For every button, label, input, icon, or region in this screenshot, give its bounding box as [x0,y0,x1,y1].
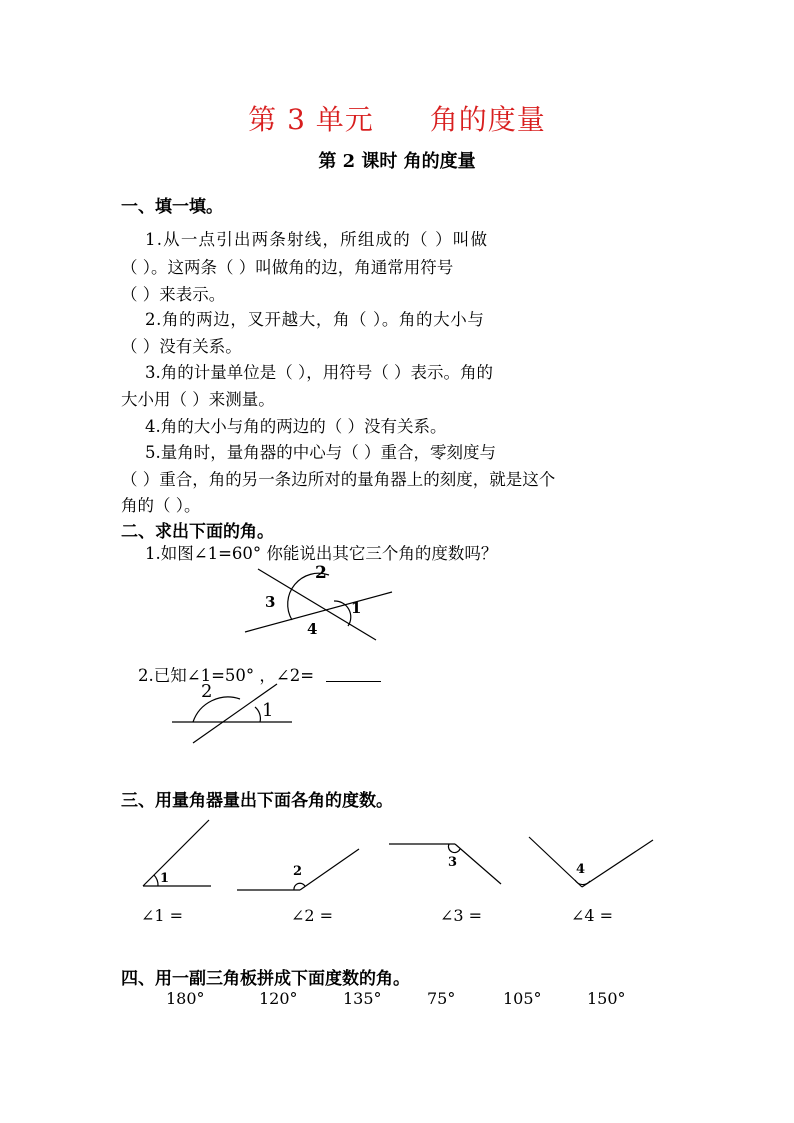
q1-arc-1 [334,601,351,626]
angle-1-answer: ∠1 = [141,906,184,925]
q2-line-diagram [172,684,292,743]
angle-2-label: 2 [293,864,303,879]
degree-135: 135° [343,989,382,1008]
angle-4-answer: ∠4 = [571,906,614,925]
q2-label-1: 1 [262,700,274,721]
section2-heading: 二、求出下面的角。 [121,522,274,542]
s1-line-4: 2.角的两边，叉开越大，角（ ）。角的大小与 [145,310,485,329]
s1-line-7: 大小用（ ）来测量。 [121,390,275,409]
degree-150: 150° [587,989,626,1008]
degree-120: 120° [259,989,298,1008]
s1-line-10: （ ）重合，角的另一条边所对的量角器上的刻度，就是这个 [121,470,556,489]
q1-label-4: 4 [307,620,318,638]
angle-1-label: 1 [160,871,170,886]
section1-heading: 一、填一填。 [121,197,223,217]
degree-180: 180° [166,989,205,1008]
angle-2-answer: ∠2 = [291,906,334,925]
title-name: 角的度量 [429,103,546,136]
angle-3-answer: ∠3 = [440,906,483,925]
angle-4-diagram [529,837,653,887]
s2-q1-text: 1.如图∠1=60° 你能说出其它三个角的度数吗？ [145,544,498,563]
s1-line-6: 3.角的计量单位是（ ），用符号（ ）表示。角的 [145,363,493,382]
angle-3-label: 3 [448,855,458,870]
q1-label-1: 1 [351,599,362,617]
q1-label-3: 3 [265,593,276,611]
s1-line-11: 角的（ ）。 [121,496,201,515]
q2-answer-blank[interactable] [326,681,381,682]
s1-line-8: 4.角的大小与角的两边的（ ）没有关系。 [145,417,447,436]
angle-3-diagram [389,844,501,884]
degree-75: 75° [427,989,456,1008]
q2-label-2: 2 [201,681,213,702]
title-unit: 第 3 单元 [248,103,374,136]
q1-label-2: 2 [315,563,327,583]
s1-line-3: （ ）来表示。 [121,285,226,304]
section4-heading: 四、用一副三角板拼成下面度数的角。 [121,969,410,989]
s1-line-2: （ ）。这两条（ ）叫做角的边，角通常用符号 [121,258,454,277]
page-subtitle: 第 2 课时 角的度量 [318,151,476,172]
s1-line-5: （ ）没有关系。 [121,337,242,356]
q2-arc-1 [255,707,260,722]
angle-4-label: 4 [576,862,586,877]
s2-q2-text: 2.已知∠1=50° ，∠2= [138,666,315,685]
degree-105: 105° [503,989,542,1008]
s1-line-9: 5.量角时，量角器的中心与（ ）重合，零刻度与 [145,443,496,462]
s1-line-1: 1.从一点引出两条射线，所组成的（ ）叫做 [145,230,489,249]
section3-heading: 三、用量角器量出下面各角的度数。 [121,791,393,811]
angle-1-diagram [143,820,211,886]
